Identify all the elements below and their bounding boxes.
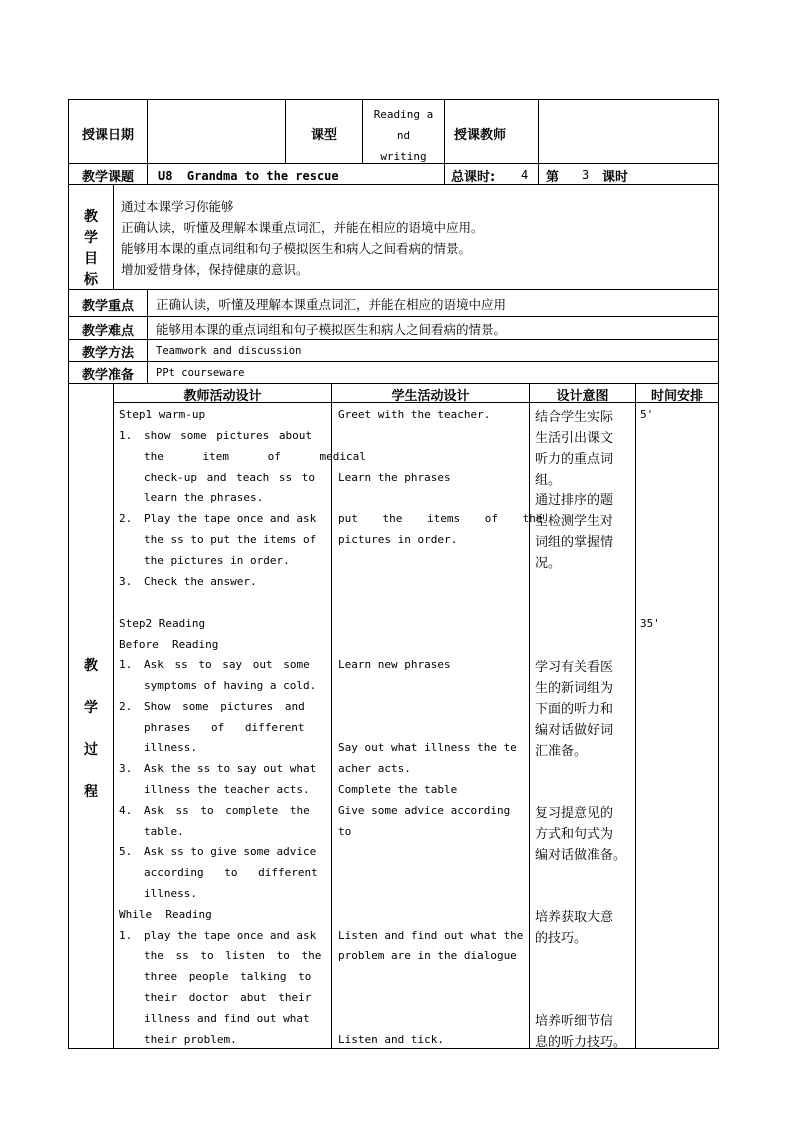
objectives-label-char: 目 [84,251,98,267]
process-label [69,645,113,813]
student-line: Give some advice according [338,804,511,817]
student-line: pictures in order. [338,533,458,546]
step-heading: Step1 warm-up [119,408,206,421]
list-item: Play the tape once and ask [144,512,317,525]
list-item: learn the phrases. [144,491,264,504]
student-line: Complete the table [338,783,458,796]
intent-line: 复习提意见的 [535,806,614,821]
intent-line: 的技巧。 [535,931,588,946]
list-item: three people talking to [144,970,312,983]
preparation-value: PPt courseware [156,367,245,379]
process-label-char: 过 [84,742,98,758]
topic-value: U8 Grandma to the rescue [158,169,339,183]
intent-line: 况。 [535,556,562,571]
intent-line: 型检测学生对 [535,514,614,529]
difficulty-label: 教学难点 [81,324,134,339]
method-label: 教学方法 [81,346,134,361]
student-line: acher acts. [338,762,411,775]
list-item: their doctor abut their [144,991,312,1004]
student-line: Listen and tick. [338,1033,444,1046]
list-item: Ask ss to say out some [144,658,310,671]
period-prefix: 第 [546,170,560,185]
student-line: put the items of the [338,512,543,525]
step-heading: Step2 Reading [119,617,206,630]
item-number: 1. [119,658,133,671]
difficulty-value: 能够用本课的重点词组和句子模拟医生和病人之间看病的情景。 [156,322,507,337]
date-label: 授课日期 [81,128,134,143]
type-value [363,104,444,167]
intent-line: 培养听细节信 [535,1014,614,1029]
list-item: Ask the ss to say out what [144,762,317,775]
col-header-intent: 设计意图 [556,389,609,404]
sub-heading: While Reading [119,908,212,921]
process-label-char: 学 [84,700,98,716]
objective-line: 正确认读，听懂及理解本课重点词汇，并能在相应的语境中应用。 [121,220,484,235]
objectives-label-char: 教 [84,209,98,225]
list-item: symptoms of having a cold. [144,679,317,692]
intent-line: 汇准备。 [535,744,588,759]
list-item: Ask ss to complete the [144,804,310,817]
student-line: Listen and find out what the [338,929,524,942]
item-number: 1. [119,929,133,942]
item-number: 2. [119,700,133,713]
objective-line: 通过本课学习你能够 [121,199,234,214]
period-suffix: 课时 [602,170,629,185]
item-number: 1. [119,429,133,442]
type-value-line: Reading a [373,108,434,121]
col-header-teacher: 教师活动设计 [183,389,262,404]
list-item: the ss to listen to the [144,949,322,962]
intent-line: 方式和句式为 [535,827,614,842]
list-item: according to different [144,866,318,879]
focus-value: 正确认读，听懂及理解本课重点词汇，并能在相应的语境中应用 [156,297,507,312]
list-item: Check the answer. [144,575,257,588]
intent-line: 息的听力技巧。 [535,1035,627,1050]
list-item: illness and find out what [144,1012,310,1025]
teacher-label: 授课教师 [453,128,506,143]
type-value-line: nd [396,129,411,142]
list-item: check-up and teach ss to [144,471,315,484]
intent-line: 编对话做好词 [535,723,614,738]
item-number: 3. [119,762,133,775]
list-item: illness. [144,741,197,754]
intent-line: 通过排序的题 [535,493,614,508]
objective-line: 能够用本课的重点词组和句子模拟医生和病人之间看病的情景。 [121,241,472,256]
method-value: Teamwork and discussion [156,345,302,357]
intent-line: 组。 [535,473,562,488]
list-item: phrases of different [144,721,305,734]
intent-line: 下面的听力和 [535,702,614,717]
item-number: 5. [119,845,133,858]
objectives-label [69,207,113,291]
time-value: 35' [640,617,660,630]
student-line: problem are in the dialogue [338,949,517,962]
topic-label: 教学课题 [81,170,134,185]
intent-line: 结合学生实际 [535,410,614,425]
objective-line: 增加爱惜身体，保持健康的意识。 [121,262,309,277]
total-hours-value: 4 [521,168,529,182]
intent-line: 学习有关看医 [535,660,614,675]
type-label: 课型 [310,128,337,143]
objectives-label-char: 学 [84,230,98,246]
period-value: 3 [582,168,590,182]
col-header-time: 时间安排 [650,389,703,404]
intent-line: 培养获取大意 [535,910,614,925]
item-number: 3. [119,575,133,588]
objectives-label-char: 标 [84,272,98,288]
student-line: Say out what illness the te [338,741,517,754]
student-line: Learn new phrases [338,658,451,671]
focus-label: 教学重点 [81,299,134,314]
intent-line: 词组的掌握情 [535,535,614,550]
list-item: illness the teacher acts. [144,783,310,796]
student-line: Learn the phrases [338,471,451,484]
col-header-student: 学生活动设计 [391,389,470,404]
sub-heading: Before Reading [119,638,219,651]
preparation-label: 教学准备 [81,368,134,383]
list-item: Show some pictures and [144,700,305,713]
time-value: 5' [640,408,654,421]
list-item: the ss to put the items of [144,533,317,546]
list-item: the pictures in order. [144,554,290,567]
list-item: show some pictures about [144,429,312,442]
list-item: their problem. [144,1033,237,1046]
list-item: table. [144,825,184,838]
objectives-text [121,196,484,280]
intent-line: 生活引出课文 [535,431,614,446]
student-line: Greet with the teacher. [338,408,491,421]
total-hours-label: 总课时: [451,170,496,185]
type-value-line: writing [380,150,427,163]
intent-line: 生的新词组为 [535,681,614,696]
process-label-char: 程 [84,784,98,800]
list-item: play the tape once and ask [144,929,317,942]
intent-line: 听力的重点词 [535,452,614,467]
list-item: illness. [144,887,197,900]
list-item: the item of medical [144,450,366,463]
list-item: Ask ss to give some advice [144,845,317,858]
item-number: 4. [119,804,133,817]
intent-line: 编对话做准备。 [535,848,627,863]
process-label-char: 教 [84,658,98,674]
item-number: 2. [119,512,133,525]
student-line: to [338,825,352,838]
